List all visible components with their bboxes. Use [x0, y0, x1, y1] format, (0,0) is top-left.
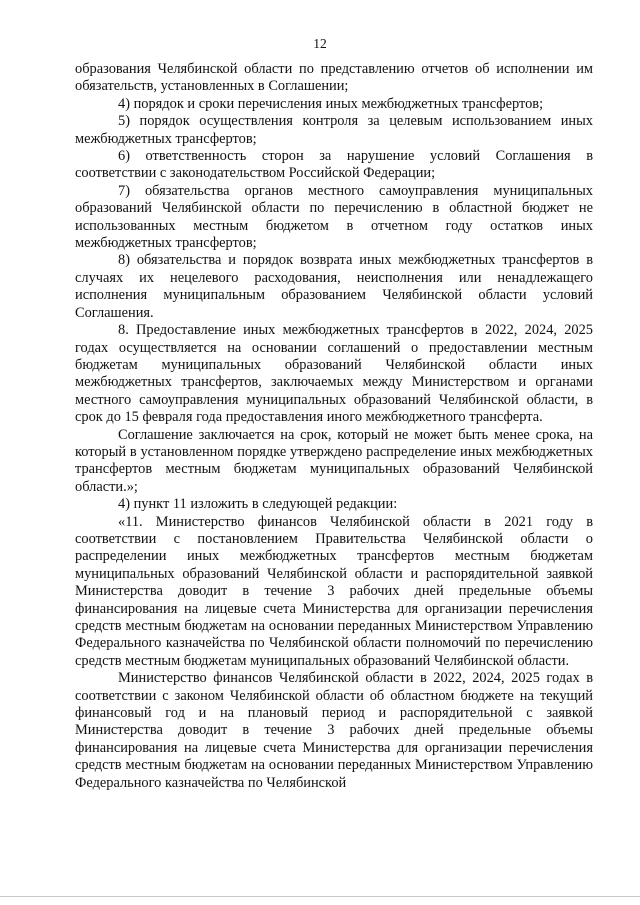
- paragraph-amendment-4: 4) пункт 11 изложить в следующей редакции:: [118, 496, 398, 513]
- paragraph-item-6: 6) ответственность сторон за нарушение условий Соглашения в соответствии с законодательством Российской Федерации;: [75, 148, 593, 182]
- paragraph-clause-8: 8. Предоставление иных межбюджетных трансфертов в 2022, 2024, 2025 годах осуществляется на основании соглашений о предоставлении местным бюджетам муниципальных образований Челябинской области иных межбюджетных трансфертов, заключаемых между Министерством и органами местного самоуправления муниципальных образований Челябинской области, в срок до 15 февраля года предоставления иного межбюджетного трансферта.: [75, 322, 593, 426]
- paragraph-item-8: 8) обязательства и порядок возврата иных межбюджетных трансфертов в случаях их нецелевого расходования, неисполнения или ненадлежащего исполнения муниципальным образованием Челябинской области условий Соглашения.: [75, 252, 593, 321]
- paragraph-continuation: образования Челябинской области по представлению отчетов об исполнении им обязательств, установленных в Соглашении;: [75, 61, 593, 95]
- paragraph-ministry-2022: Министерство финансов Челябинской области в 2022, 2024, 2025 годах в соответствии с законом Челябинской области об областном бюджете на текущий финансовый год и на плановый период и распорядительной с заявкой Министерства доводит в течение 3 рабочих дней предельные объемы финансирования на лицевые счета Министерства для организации перечисления средств местным бюджетам на основании переданных Министерством Управлению Федерального казначейства по Челябинской: [75, 670, 593, 791]
- document-body: [75, 61, 593, 792]
- paragraph-agreement-term: Соглашение заключается на срок, который не может быть менее срока, на который в установленном порядке утверждено распределение иных межбюджетных трансфертов местным бюджетам муниципальных образований Челябинской области.»;: [75, 426, 593, 495]
- paragraph-clause-11: «11. Министерство финансов Челябинской области в 2021 году в соответствии с постановлением Правительства Челябинской области о распределении иных межбюджетных трансфертов местным бюджетам муниципальных образований Челябинской области и распорядительной заявкой Министерства доводит в течение 3 рабочих дней предельные объемы финансирования на лицевые счета Министерства для организации перечисления средств местным бюджетам на основании переданных Министерством Управлению Федерального казначейства по Челябинской области полномочий по перечислению средств местным бюджетам муниципальных образований Челябинской области.: [75, 513, 593, 669]
- paragraph-item-7: 7) обязательства органов местного самоуправления муниципальных образований Челябинской области по перечислению в областной бюджет не использованных местным бюджетом в отчетном году остатков иных межбюджетных трансфертов;: [75, 182, 593, 252]
- bottom-divider: [0, 896, 640, 897]
- paragraph-item-5: 5) порядок осуществления контроля за целевым использованием иных межбюджетных трансфертов;: [75, 113, 593, 147]
- page-number: 12: [313, 36, 327, 51]
- paragraph-item-4: 4) порядок и сроки перечисления иных межбюджетных трансфертов;: [118, 95, 544, 112]
